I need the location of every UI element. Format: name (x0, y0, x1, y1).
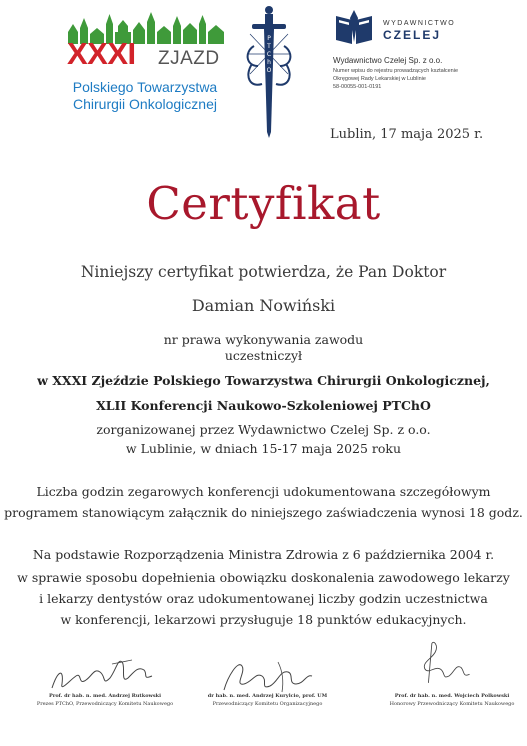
legal-basis-line1: Na podstawie Rozporządzenia Ministra Zdrowia z 6 października 2004 r. (32, 547, 495, 562)
congress-number: XXXI (67, 36, 136, 71)
publisher-registry-number: 58-00055-001-0191 (333, 84, 382, 90)
svg-text:h: h (267, 59, 271, 66)
society-name-line1: Polskiego Towarzystwa (72, 79, 218, 95)
signatory-2-role: Przewodniczący Komitetu Organizacyjnego (212, 701, 323, 707)
publisher-brand: CZELEJ (383, 28, 442, 42)
licence-number-label: nr prawa wykonywania zawodu (163, 332, 364, 347)
svg-text:O: O (266, 67, 272, 74)
publisher-name: Wydawnictwo Czelej Sp. z o.o. (333, 56, 443, 65)
hours-text-line1: Liczba godzin zegarowych konferencji udokumentowana szczegółowym (36, 484, 491, 499)
legal-basis-line2: w sprawie sposobu dopełnienia obowiązku doskonalenia zawodowego lekarzy (17, 570, 510, 585)
signature-polkowski (408, 640, 478, 688)
event-dates: w Lublinie, w dniach 15-17 maja 2025 roku (125, 441, 402, 456)
signatory-1-role: Prezes PTChO, Przewodniczący Komitetu Naukowego (36, 701, 174, 707)
participation-text: uczestniczył (224, 348, 303, 363)
event-name-line2: XLII Konferencji Naukowo-Szkoleniowej PTChO (96, 398, 431, 413)
congress-word: ZJAZD (158, 48, 220, 69)
svg-text:P: P (267, 35, 271, 42)
sword-emblem-icon (244, 4, 294, 140)
publisher-label: WYDAWNICTWO (383, 20, 456, 27)
svg-text:C: C (266, 51, 272, 58)
publisher-registry-line1: Numer wpisu do rejestru prowadzących kształcenie (333, 68, 459, 74)
signatory-3-role: Honorowy Przewodniczący Komitetu Naukowego (389, 701, 515, 707)
society-name-line2: Chirurgii Onkologicznej (73, 96, 217, 112)
legal-basis-line3: i lekarzy dentystów oraz udokumentowanej liczby godzin uczestnictwa (39, 591, 488, 606)
signature-kurylcio (218, 650, 318, 698)
signature-rutkowski (48, 650, 158, 698)
legal-basis-line4: w konferencji, lekarzowi przysługuje 18 punktów edukacyjnych. (60, 612, 467, 627)
svg-text:T: T (267, 43, 271, 50)
certificate-title: Certyfikat (146, 177, 381, 230)
recipient-name: Damian Nowiński (191, 296, 336, 315)
place-date: Lublin, 17 maja 2025 r. (330, 127, 484, 142)
signatory-2-name: dr hab. n. med. Andrzej Kurylcio, prof. UM (207, 693, 328, 699)
publisher-registry-line2: Okręgowej Rady Lekarskiej w Lublinie (333, 76, 426, 82)
signatory-1-name: Prof. dr hab. n. med. Andrzej Rutkowski (48, 693, 162, 699)
event-name-line1: w XXXI Zjeździe Polskiego Towarzystwa Chirurgii Onkologicznej, (37, 373, 490, 388)
organizer-text: zorganizowanej przez Wydawnictwo Czelej Sp. z o.o. (96, 422, 431, 437)
signatory-3-name: Prof. dr hab. n. med. Wojciech Polkowski (394, 693, 510, 699)
book-logo-icon (334, 8, 374, 46)
certificate-intro: Niniejszy certyfikat potwierdza, że Pan Doktor (80, 263, 447, 281)
hours-text-line2: programem stanowiącym załącznik do niniejszego zaświadczenia wynosi 18 godz. (4, 505, 523, 520)
